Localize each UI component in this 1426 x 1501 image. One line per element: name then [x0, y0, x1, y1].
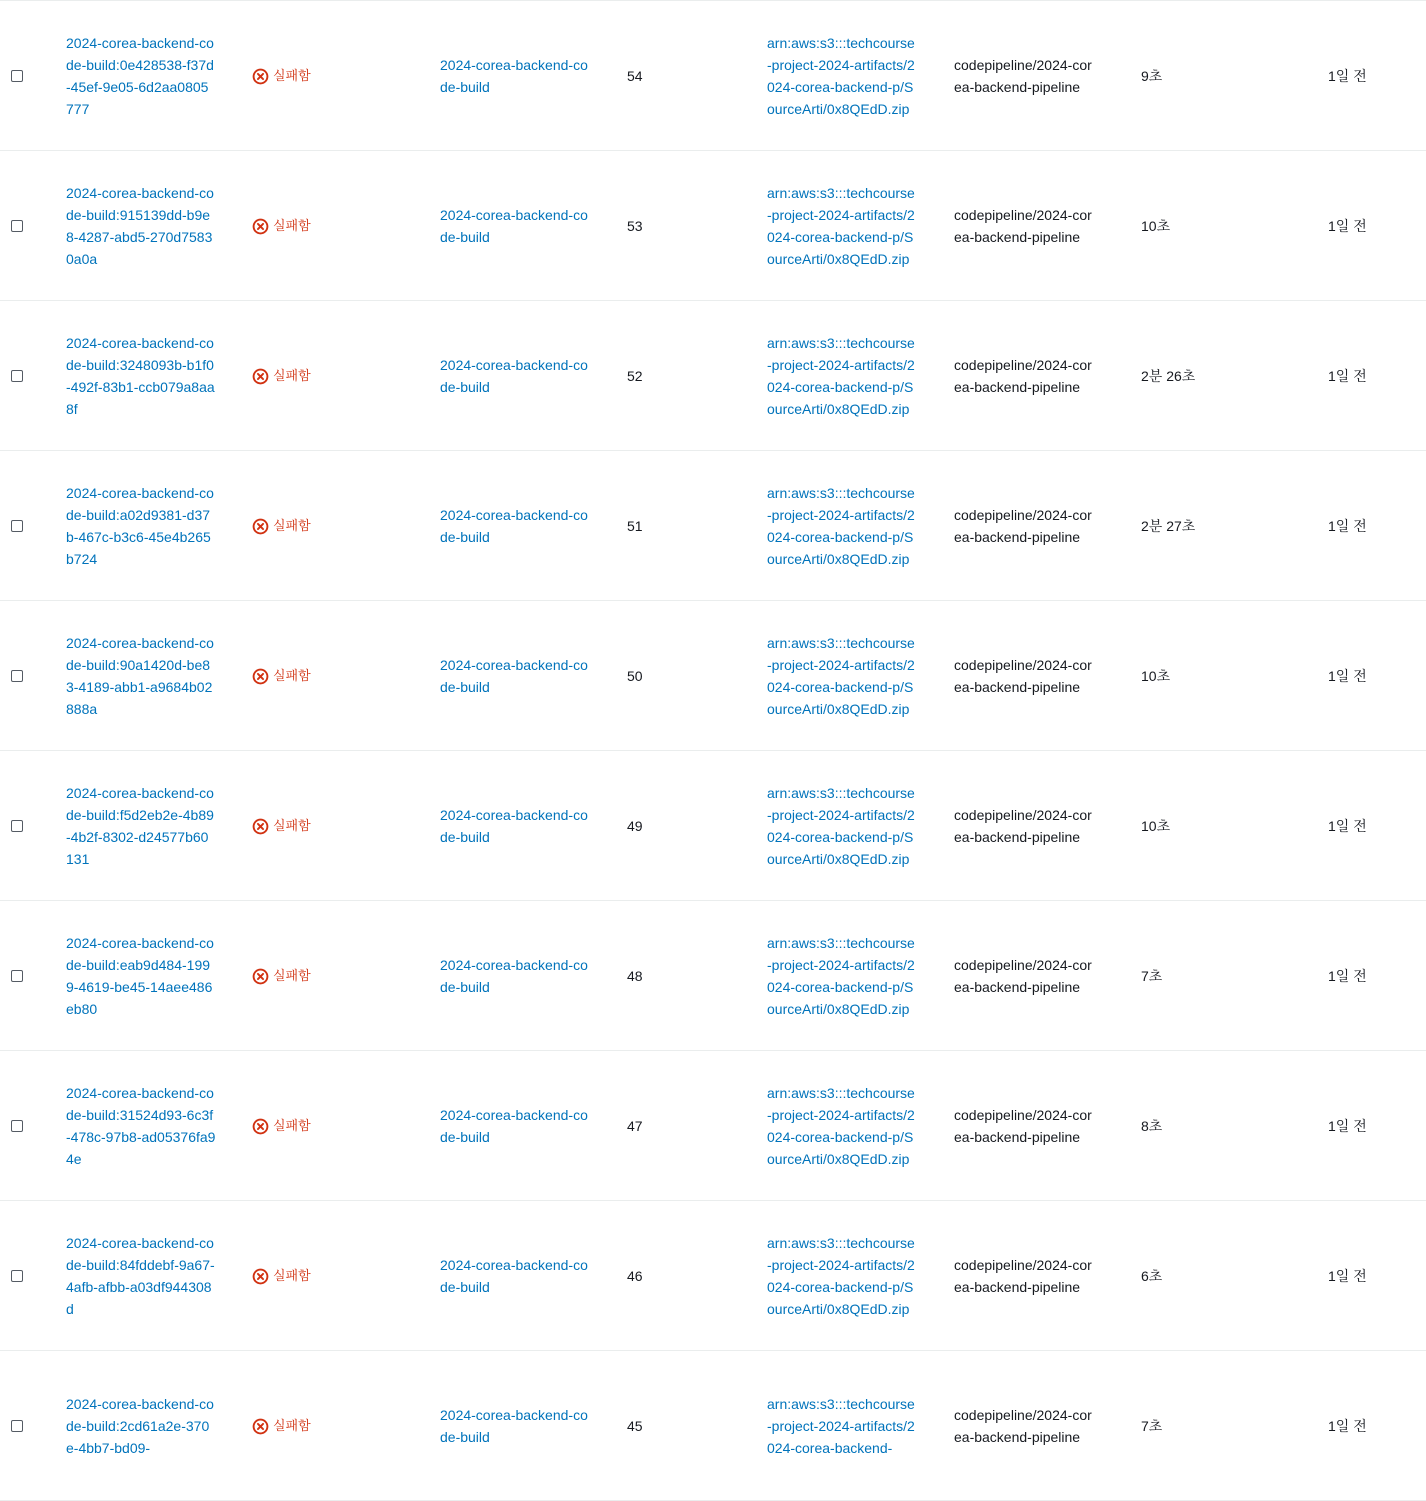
row-select-checkbox[interactable] [11, 970, 23, 982]
project-link[interactable]: 2024-corea-backend-code-build [440, 1107, 588, 1145]
build-run-cell [66, 301, 216, 451]
table-row [0, 1, 1426, 151]
source-cell [767, 151, 919, 301]
build-run-link[interactable]: 2024-corea-backend-code-build:0e428538-f37d-45ef-9e05-6d2aa0805777 [66, 35, 214, 117]
status-cell [252, 151, 372, 301]
completed-cell [1328, 1, 1418, 151]
completed-text: 1일 전 [1328, 818, 1367, 834]
status-badge [252, 515, 311, 537]
table-row [0, 301, 1426, 451]
row-select-cell [11, 1, 27, 151]
initiator-cell [954, 301, 1094, 451]
status-label: 실패함 [273, 1118, 311, 1133]
status-badge [252, 1265, 311, 1287]
status-cell [252, 751, 372, 901]
status-badge [252, 65, 311, 87]
project-cell [440, 451, 590, 601]
build-number: 48 [627, 968, 643, 984]
row-select-cell [11, 451, 27, 601]
row-select-checkbox[interactable] [11, 1420, 23, 1432]
status-cell [252, 451, 372, 601]
build-run-cell [66, 1, 216, 151]
project-cell [440, 751, 590, 901]
status-label: 실패함 [273, 818, 311, 833]
status-label: 실패함 [273, 668, 311, 683]
build-run-link[interactable]: 2024-corea-backend-code-build:84fddebf-9a67-4afb-afbb-a03df944308d [66, 1235, 215, 1317]
source-link[interactable]: arn:aws:s3:::techcourse-project-2024-artifacts/2024-corea-backend- [767, 1396, 915, 1456]
build-number-cell [627, 301, 687, 451]
build-number-cell [627, 151, 687, 301]
duration-cell [1141, 1, 1241, 151]
source-cell [767, 451, 919, 601]
status-label: 실패함 [273, 518, 311, 533]
duration-text: 10초 [1141, 218, 1171, 234]
build-run-cell [66, 1051, 216, 1201]
initiator-cell [954, 601, 1094, 751]
build-number-cell [627, 451, 687, 601]
row-select-checkbox[interactable] [11, 1120, 23, 1132]
project-link[interactable]: 2024-corea-backend-code-build [440, 207, 588, 245]
status-label: 실패함 [273, 68, 311, 83]
duration-text: 10초 [1141, 818, 1171, 834]
initiator-text: codepipeline/2024-corea-backend-pipeline [954, 657, 1092, 695]
duration-cell [1141, 1051, 1241, 1201]
initiator-text: codepipeline/2024-corea-backend-pipeline [954, 1107, 1092, 1145]
duration-text: 7초 [1141, 968, 1163, 984]
source-cell [767, 901, 919, 1051]
build-number: 47 [627, 1118, 643, 1134]
initiator-text: codepipeline/2024-corea-backend-pipeline [954, 57, 1092, 95]
initiator-cell [954, 151, 1094, 301]
build-number-cell [627, 601, 687, 751]
project-cell [440, 301, 590, 451]
build-number-cell [627, 1351, 687, 1501]
completed-cell [1328, 1051, 1418, 1201]
project-cell [440, 1, 590, 151]
duration-cell [1141, 451, 1241, 601]
row-select-cell [11, 151, 27, 301]
build-number: 45 [627, 1418, 643, 1434]
build-run-cell [66, 151, 216, 301]
source-cell [767, 601, 919, 751]
table-row [0, 1351, 1426, 1501]
source-link[interactable]: arn:aws:s3:::techcourse-project-2024-artifacts/2024-corea-backend-p/SourceArti/0x8QEdD.zip [767, 935, 915, 1017]
row-select-cell [11, 901, 27, 1051]
status-cell [252, 1051, 372, 1201]
row-select-checkbox[interactable] [11, 70, 23, 82]
build-number-cell [627, 1, 687, 151]
project-cell [440, 601, 590, 751]
build-run-link[interactable]: 2024-corea-backend-code-build:90a1420d-be83-4189-abb1-a9684b02888a [66, 635, 214, 717]
completed-cell [1328, 451, 1418, 601]
build-number-cell [627, 1051, 687, 1201]
status-badge [252, 1115, 311, 1137]
build-run-cell [66, 451, 216, 601]
completed-cell [1328, 751, 1418, 901]
error-circle-x-icon [252, 68, 269, 85]
project-link[interactable]: 2024-corea-backend-code-build [440, 1407, 588, 1445]
row-select-checkbox[interactable] [11, 1270, 23, 1282]
status-cell [252, 1, 372, 151]
error-circle-x-icon [252, 1118, 269, 1135]
row-select-checkbox[interactable] [11, 370, 23, 382]
build-run-link[interactable]: 2024-corea-backend-code-build:3248093b-b1f0-492f-83b1-ccb079a8aa8f [66, 335, 215, 417]
status-badge [252, 965, 311, 987]
source-link[interactable]: arn:aws:s3:::techcourse-project-2024-artifacts/2024-corea-backend-p/SourceArti/0x8QEdD.zip [767, 635, 915, 717]
source-link[interactable]: arn:aws:s3:::techcourse-project-2024-artifacts/2024-corea-backend-p/SourceArti/0x8QEdD.zip [767, 1235, 915, 1317]
duration-cell [1141, 751, 1241, 901]
status-badge [252, 1415, 311, 1437]
completed-cell [1328, 901, 1418, 1051]
row-select-checkbox[interactable] [11, 820, 23, 832]
build-number: 46 [627, 1268, 643, 1284]
completed-cell [1328, 601, 1418, 751]
error-circle-x-icon [252, 218, 269, 235]
initiator-text: codepipeline/2024-corea-backend-pipeline [954, 357, 1092, 395]
row-select-checkbox[interactable] [11, 520, 23, 532]
status-badge [252, 215, 311, 237]
table-row [0, 901, 1426, 1051]
project-link[interactable]: 2024-corea-backend-code-build [440, 657, 588, 695]
row-select-checkbox[interactable] [11, 670, 23, 682]
project-cell [440, 901, 590, 1051]
initiator-cell [954, 1051, 1094, 1201]
initiator-text: codepipeline/2024-corea-backend-pipeline [954, 207, 1092, 245]
completed-text: 1일 전 [1328, 968, 1367, 984]
completed-text: 1일 전 [1328, 518, 1367, 534]
project-link[interactable]: 2024-corea-backend-code-build [440, 357, 588, 395]
project-cell [440, 151, 590, 301]
initiator-text: codepipeline/2024-corea-backend-pipeline [954, 507, 1092, 545]
duration-cell [1141, 901, 1241, 1051]
row-select-cell [11, 1201, 27, 1351]
source-link[interactable]: arn:aws:s3:::techcourse-project-2024-artifacts/2024-corea-backend-p/SourceArti/0x8QEdD.zip [767, 185, 915, 267]
source-cell [767, 1051, 919, 1201]
initiator-cell [954, 1, 1094, 151]
build-number: 54 [627, 68, 643, 84]
error-circle-x-icon [252, 518, 269, 535]
build-run-link[interactable]: 2024-corea-backend-code-build:2cd61a2e-370e-4bb7-bd09- [66, 1396, 214, 1456]
error-circle-x-icon [252, 968, 269, 985]
build-number-cell [627, 751, 687, 901]
table-row [0, 151, 1426, 301]
initiator-cell [954, 751, 1094, 901]
duration-cell [1141, 1351, 1241, 1501]
row-select-checkbox[interactable] [11, 220, 23, 232]
duration-text: 6초 [1141, 1268, 1163, 1284]
build-number: 50 [627, 668, 643, 684]
completed-text: 1일 전 [1328, 1268, 1367, 1284]
status-badge [252, 665, 311, 687]
row-select-cell [11, 751, 27, 901]
build-run-cell [66, 601, 216, 751]
build-number-cell [627, 1201, 687, 1351]
status-cell [252, 1351, 372, 1501]
source-link[interactable]: arn:aws:s3:::techcourse-project-2024-artifacts/2024-corea-backend-p/SourceArti/0x8QEdD.zip [767, 1085, 915, 1167]
source-cell [767, 751, 919, 901]
completed-cell [1328, 1351, 1418, 1501]
project-cell [440, 1051, 590, 1201]
error-circle-x-icon [252, 1418, 269, 1435]
completed-text: 1일 전 [1328, 1418, 1367, 1434]
status-label: 실패함 [273, 218, 311, 233]
completed-text: 1일 전 [1328, 1118, 1367, 1134]
table-row [0, 451, 1426, 601]
row-select-cell [11, 1051, 27, 1201]
duration-text: 2분 26초 [1141, 368, 1196, 384]
source-cell [767, 301, 919, 451]
status-cell [252, 301, 372, 451]
error-circle-x-icon [252, 1268, 269, 1285]
source-cell [767, 1201, 919, 1351]
status-cell [252, 1201, 372, 1351]
completed-text: 1일 전 [1328, 668, 1367, 684]
build-run-link[interactable]: 2024-corea-backend-code-build:915139dd-b9e8-4287-abd5-270d75830a0a [66, 185, 214, 267]
initiator-cell [954, 1201, 1094, 1351]
project-cell [440, 1351, 590, 1501]
initiator-text: codepipeline/2024-corea-backend-pipeline [954, 957, 1092, 995]
row-select-cell [11, 1351, 27, 1501]
initiator-text: codepipeline/2024-corea-backend-pipeline [954, 1407, 1092, 1445]
duration-text: 8초 [1141, 1118, 1163, 1134]
build-number: 52 [627, 368, 643, 384]
build-number: 51 [627, 518, 643, 534]
source-link[interactable]: arn:aws:s3:::techcourse-project-2024-artifacts/2024-corea-backend-p/SourceArti/0x8QEdD.zip [767, 785, 915, 867]
duration-text: 7초 [1141, 1418, 1163, 1434]
duration-text: 2분 27초 [1141, 518, 1196, 534]
status-cell [252, 901, 372, 1051]
status-label: 실패함 [273, 368, 311, 383]
project-cell [440, 1201, 590, 1351]
build-run-cell [66, 1351, 216, 1501]
duration-text: 10초 [1141, 668, 1171, 684]
build-number-cell [627, 901, 687, 1051]
table-row [0, 751, 1426, 901]
source-link[interactable]: arn:aws:s3:::techcourse-project-2024-artifacts/2024-corea-backend-p/SourceArti/0x8QEdD.zip [767, 335, 915, 417]
source-link[interactable]: arn:aws:s3:::techcourse-project-2024-artifacts/2024-corea-backend-p/SourceArti/0x8QEdD.zip [767, 35, 915, 117]
completed-cell [1328, 151, 1418, 301]
initiator-cell [954, 1351, 1094, 1501]
project-link[interactable]: 2024-corea-backend-code-build [440, 507, 588, 545]
source-cell [767, 1351, 919, 1501]
row-select-cell [11, 301, 27, 451]
build-run-link[interactable]: 2024-corea-backend-code-build:eab9d484-1999-4619-be45-14aee486eb80 [66, 935, 214, 1017]
initiator-text: codepipeline/2024-corea-backend-pipeline [954, 807, 1092, 845]
initiator-cell [954, 901, 1094, 1051]
source-link[interactable]: arn:aws:s3:::techcourse-project-2024-artifacts/2024-corea-backend-p/SourceArti/0x8QEdD.zip [767, 485, 915, 567]
error-circle-x-icon [252, 818, 269, 835]
status-label: 실패함 [273, 968, 311, 983]
build-run-cell [66, 901, 216, 1051]
duration-cell [1141, 1201, 1241, 1351]
status-label: 실패함 [273, 1268, 311, 1283]
error-circle-x-icon [252, 368, 269, 385]
status-label: 실패함 [273, 1418, 311, 1433]
completed-cell [1328, 1201, 1418, 1351]
project-link[interactable]: 2024-corea-backend-code-build [440, 957, 588, 995]
completed-text: 1일 전 [1328, 368, 1367, 384]
build-run-link[interactable]: 2024-corea-backend-code-build:31524d93-6c3f-478c-97b8-ad05376fa94e [66, 1085, 216, 1167]
initiator-text: codepipeline/2024-corea-backend-pipeline [954, 1257, 1092, 1295]
build-number: 53 [627, 218, 643, 234]
build-run-cell [66, 751, 216, 901]
duration-cell [1141, 151, 1241, 301]
project-link[interactable]: 2024-corea-backend-code-build [440, 1257, 588, 1295]
project-link[interactable]: 2024-corea-backend-code-build [440, 57, 588, 95]
completed-text: 1일 전 [1328, 218, 1367, 234]
build-number: 49 [627, 818, 643, 834]
status-badge [252, 365, 311, 387]
table-row [0, 1201, 1426, 1351]
completed-cell [1328, 301, 1418, 451]
error-circle-x-icon [252, 668, 269, 685]
status-badge [252, 815, 311, 837]
table-row [0, 1051, 1426, 1201]
initiator-cell [954, 451, 1094, 601]
status-cell [252, 601, 372, 751]
duration-cell [1141, 301, 1241, 451]
build-run-cell [66, 1201, 216, 1351]
build-run-link[interactable]: 2024-corea-backend-code-build:f5d2eb2e-4b89-4b2f-8302-d24577b60131 [66, 785, 214, 867]
source-cell [767, 1, 919, 151]
completed-text: 1일 전 [1328, 68, 1367, 84]
duration-text: 9초 [1141, 68, 1163, 84]
project-link[interactable]: 2024-corea-backend-code-build [440, 807, 588, 845]
table-row [0, 601, 1426, 751]
duration-cell [1141, 601, 1241, 751]
row-select-cell [11, 601, 27, 751]
build-run-link[interactable]: 2024-corea-backend-code-build:a02d9381-d37b-467c-b3c6-45e4b265b724 [66, 485, 214, 567]
